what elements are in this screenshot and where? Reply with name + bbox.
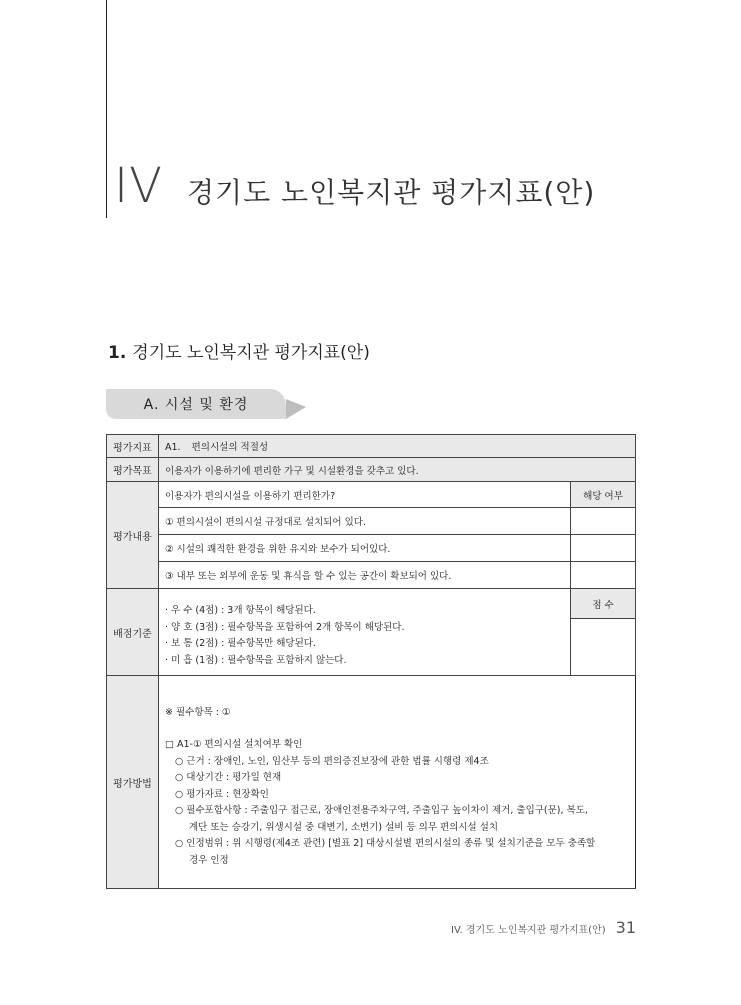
method-line: ○ 대상기간 : 평가일 현재 [175, 772, 282, 784]
table-row [107, 589, 636, 619]
chapter-vertical-rule [106, 0, 107, 218]
chapter-number: IV [114, 158, 163, 214]
goal-label: 평가목표 [107, 458, 159, 482]
page-number: 31 [615, 918, 636, 937]
table-row [107, 676, 636, 889]
check-title: □ A1-① 편의시설 설치여부 확인 [165, 739, 303, 751]
footer-text: IV. 경기도 노인복지관 평가지표(안) [451, 925, 606, 936]
goal-value: 이용자가 이용하기에 편리한 가구 및 시설환경을 갖추고 있다. [159, 458, 636, 482]
table-row [107, 458, 636, 482]
table-row [107, 482, 636, 508]
method-line: 계단 또는 승강기, 위생시설 중 대변기, 소변기) 설비 등 의무 편의시설 설치 [189, 821, 499, 833]
scoring-cell [159, 589, 571, 676]
scoring-label: 배점기준 [107, 589, 159, 676]
table-row [107, 562, 636, 589]
scoring-item: · 보 통 (2점) : 필수항목만 해당된다. [165, 638, 316, 649]
content-item: ② 시설의 쾌적한 환경을 위한 유지와 보수가 되어있다. [159, 535, 571, 562]
scoring-item: · 우 수 (4점) : 3개 항목이 해당된다. [165, 605, 316, 616]
method-cell [159, 676, 636, 889]
content-label: 평가내용 [107, 482, 159, 589]
scoring-item: · 미 흡 (1점) : 필수항목을 포함하지 않는다. [165, 654, 347, 666]
section-number: 1. [108, 343, 127, 363]
spacer [165, 721, 629, 737]
content-question: 이용자가 편의시설을 이용하기 편리한가? [159, 482, 571, 508]
indicator-code: A1. [165, 442, 181, 453]
applicable-box [571, 535, 636, 562]
evaluation-table [106, 434, 636, 889]
tab-arrow-icon [286, 399, 306, 419]
score-header: 점 수 [571, 589, 636, 619]
chapter-title: 경기도 노인복지관 평가지표(안) [187, 176, 596, 209]
method-line: ○ 필수포함사항 : 주출입구 접근로, 장애인전용주차구역, 주출입구 높이차이 제거, 출입구(문), 복도, [175, 805, 588, 817]
method-line: 경우 인정 [189, 854, 229, 866]
page-footer [440, 918, 636, 937]
subsection-tab [106, 389, 306, 423]
section-title: 경기도 노인복지관 평가지표(안) [132, 343, 370, 363]
indicator-label: 평가지표 [107, 435, 159, 458]
indicator-cell [159, 435, 636, 458]
table-row [107, 535, 636, 562]
chapter-heading [114, 158, 595, 220]
score-box [571, 619, 636, 676]
section-heading [108, 338, 370, 363]
method-label: 평가방법 [107, 676, 159, 889]
content-item: ③ 내부 또는 외부에 운동 및 휴식을 할 수 있는 공간이 확보되어 있다. [159, 562, 571, 589]
method-line: ○ 근거 : 장애인, 노인, 임산부 등의 편의증진보장에 관한 법률 시행령 제4조 [175, 755, 489, 767]
content-item: ① 편의시설이 편의시설 규정대로 설치되어 있다. [159, 508, 571, 535]
table-row [107, 508, 636, 535]
applicable-header: 해당 여부 [571, 482, 636, 508]
applicable-box [571, 508, 636, 535]
required-note: ※ 필수항목 : ① [165, 706, 231, 718]
table-row [107, 435, 636, 458]
subsection-tab-label: A. 시설 및 환경 [106, 389, 286, 419]
indicator-value: 편의시설의 적절성 [191, 442, 269, 453]
method-line: ○ 인정범위 : 위 시행령(제4조 관련) [별표 2] 대상시설별 편의시설의 종류 및 설치기준을 모두 충족할 [175, 838, 596, 850]
scoring-item: · 양 호 (3점) : 필수항목을 포함하여 2개 항목이 해당된다. [165, 621, 405, 633]
applicable-box [571, 562, 636, 589]
method-line: ○ 평가자료 : 현장확인 [175, 788, 269, 800]
